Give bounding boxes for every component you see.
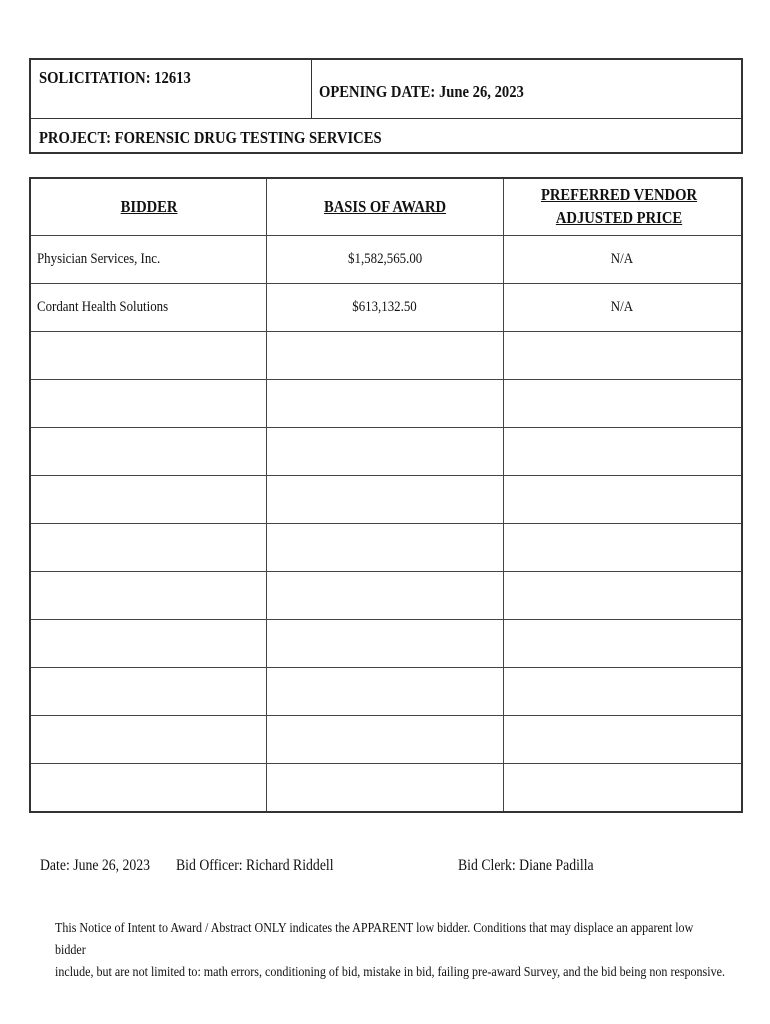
preferred-price-cell: [503, 668, 742, 716]
basis-of-award-cell: [267, 332, 504, 380]
bidder-cell: [30, 524, 267, 572]
table-header-row: [30, 178, 742, 236]
basis-of-award-cell-text: $1,582,565.00: [347, 251, 423, 267]
bidder-cell-text: Physician Services, Inc.: [37, 251, 161, 267]
table-row: [30, 332, 742, 380]
preferred-price-cell: [503, 524, 742, 572]
header-divider: [311, 60, 312, 118]
basis-of-award-cell: [267, 716, 504, 764]
table-row: [30, 668, 742, 716]
column-header-preferred-vendor-price: PREFERRED VENDOR ADJUSTED PRICE: [503, 178, 742, 236]
footer-bid-clerk: Bid Clerk: Diane Padilla: [458, 857, 594, 874]
bidder-cell: [30, 716, 267, 764]
preferred-price-cell-text: N/A: [611, 299, 634, 315]
basis-of-award-cell: [267, 428, 504, 476]
table-row: [30, 572, 742, 620]
bid-rows: [30, 236, 742, 813]
table-row: [30, 764, 742, 813]
basis-of-award-cell: [267, 764, 504, 813]
solicitation-header: [29, 58, 743, 154]
table-row: [30, 284, 742, 332]
bidder-cell: [30, 236, 267, 284]
project-title: PROJECT: FORENSIC DRUG TESTING SERVICES: [39, 128, 382, 147]
bidder-cell: [30, 380, 267, 428]
column-header-basis-of-award: BASIS OF AWARD: [267, 178, 504, 236]
preferred-price-cell-text: N/A: [611, 251, 634, 267]
preferred-price-cell: [503, 332, 742, 380]
opening-date: OPENING DATE: June 26, 2023: [319, 82, 524, 101]
bidder-cell: [30, 620, 267, 668]
bidder-cell: [30, 284, 267, 332]
table-row: [30, 380, 742, 428]
preferred-price-cell: [503, 716, 742, 764]
bidder-cell-text: Cordant Health Solutions: [37, 299, 169, 315]
basis-of-award-cell: [267, 620, 504, 668]
preferred-price-cell: [503, 572, 742, 620]
basis-of-award-cell: [267, 284, 504, 332]
footer-bid-officer: Bid Officer: Richard Riddell: [176, 857, 334, 874]
preferred-price-cell: [503, 428, 742, 476]
preferred-price-cell: [503, 620, 742, 668]
preferred-price-cell: [503, 236, 742, 284]
basis-of-award-cell: [267, 380, 504, 428]
bid-table: [29, 177, 743, 813]
bidder-cell: [30, 332, 267, 380]
preferred-price-cell: [503, 284, 742, 332]
basis-of-award-cell: [267, 668, 504, 716]
basis-of-award-cell: [267, 236, 504, 284]
bidder-cell: [30, 572, 267, 620]
table-row: [30, 476, 742, 524]
basis-of-award-cell: [267, 524, 504, 572]
table-row: [30, 620, 742, 668]
notice-text: [55, 918, 726, 984]
table-row: [30, 236, 742, 284]
bidder-cell: [30, 668, 267, 716]
basis-of-award-cell: [267, 572, 504, 620]
table-row: [30, 524, 742, 572]
bidder-cell: [30, 476, 267, 524]
notice-line: This Notice of Intent to Award / Abstract ONLY indicates the APPARENT low bidder. Conditions that may displace an apparent low bidder: [55, 921, 694, 958]
table-row: [30, 428, 742, 476]
footer-date: Date: June 26, 2023: [40, 857, 151, 874]
bidder-cell: [30, 764, 267, 813]
table-row: [30, 716, 742, 764]
column-header-bidder: BIDDER: [30, 178, 267, 236]
bidder-cell: [30, 428, 267, 476]
header-top-row: [31, 60, 741, 119]
preferred-price-cell: [503, 476, 742, 524]
notice-line: include, but are not limited to: math errors, conditioning of bid, mistake in bid, failing pre-award Survey, and the bid being non responsive.: [55, 965, 725, 980]
basis-of-award-cell-text: $613,132.50: [352, 299, 418, 315]
preferred-price-cell: [503, 380, 742, 428]
preferred-price-cell: [503, 764, 742, 813]
basis-of-award-cell: [267, 476, 504, 524]
solicitation-number: SOLICITATION: 12613: [39, 68, 191, 87]
